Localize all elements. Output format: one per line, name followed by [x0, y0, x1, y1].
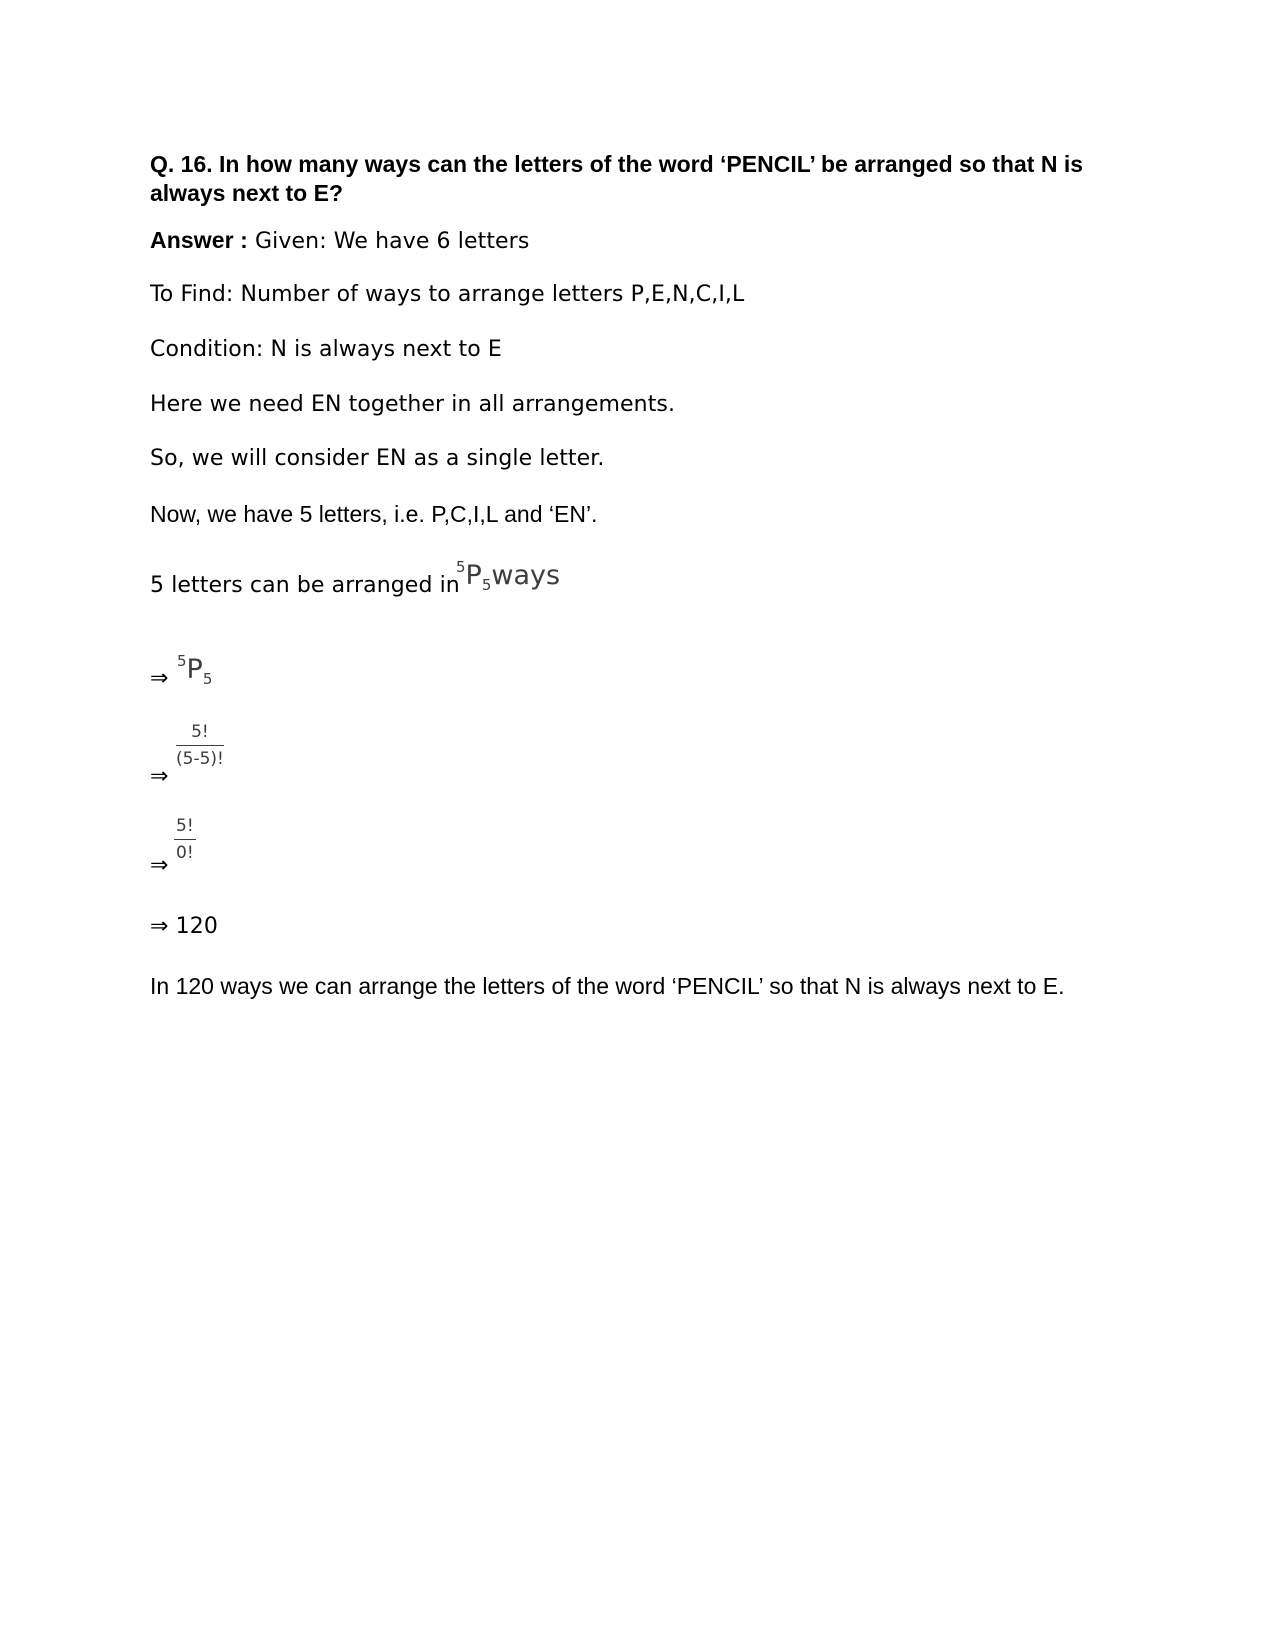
given-text: Given: We have 6 letters [247, 229, 530, 254]
fraction-5-over-5-minus-5 [176, 721, 224, 770]
denominator: (5-5)! [176, 749, 224, 769]
single-letter-line: So, we will consider EN as a single letter. [150, 446, 605, 471]
perm-main-letter: P [465, 560, 482, 591]
arranged-in-line [150, 572, 460, 600]
arranged-in-text: 5 letters can be arranged in [150, 573, 460, 598]
together-line: Here we need EN together in all arrangements. [150, 392, 676, 417]
answer-line [150, 226, 529, 256]
now-line: Now, we have 5 letters, i.e. P,C,I,L and ‘EN’. [150, 501, 598, 527]
perm-expression [177, 652, 213, 688]
perm-subscript: 5 [481, 576, 492, 594]
numerator: 5! [174, 815, 196, 840]
numerator: 5! [176, 721, 224, 746]
question-heading: Q. 16. In how many ways can the letters of the word ‘PENCIL’ be arranged so that N is always next to E? [150, 151, 1084, 206]
perm-superscript: 5 [177, 652, 187, 670]
condition-line: Condition: N is always next to E [150, 337, 502, 362]
answer-label: Answer : [150, 227, 248, 253]
ways-text: ways [491, 560, 561, 591]
result-line: ⇒ 120 [150, 914, 218, 939]
perm-superscript: 5 [456, 558, 466, 576]
perm-subscript: 5 [202, 670, 213, 688]
to-find-line: To Find: Number of ways to arrange letters P,E,N,C,I,L [150, 282, 745, 307]
fraction-5-over-0 [174, 815, 196, 864]
permutation-ways-expression [456, 558, 561, 594]
implies-arrow: ⇒ [150, 853, 169, 878]
conclusion-paragraph: In 120 ways we can arrange the letters of the word ‘PENCIL’ so that N is always next to E. [150, 973, 1065, 999]
implies-arrow: ⇒ [150, 666, 169, 691]
perm-main-letter: P [186, 654, 203, 685]
denominator: 0! [176, 843, 194, 863]
implies-arrow: ⇒ [150, 764, 169, 789]
